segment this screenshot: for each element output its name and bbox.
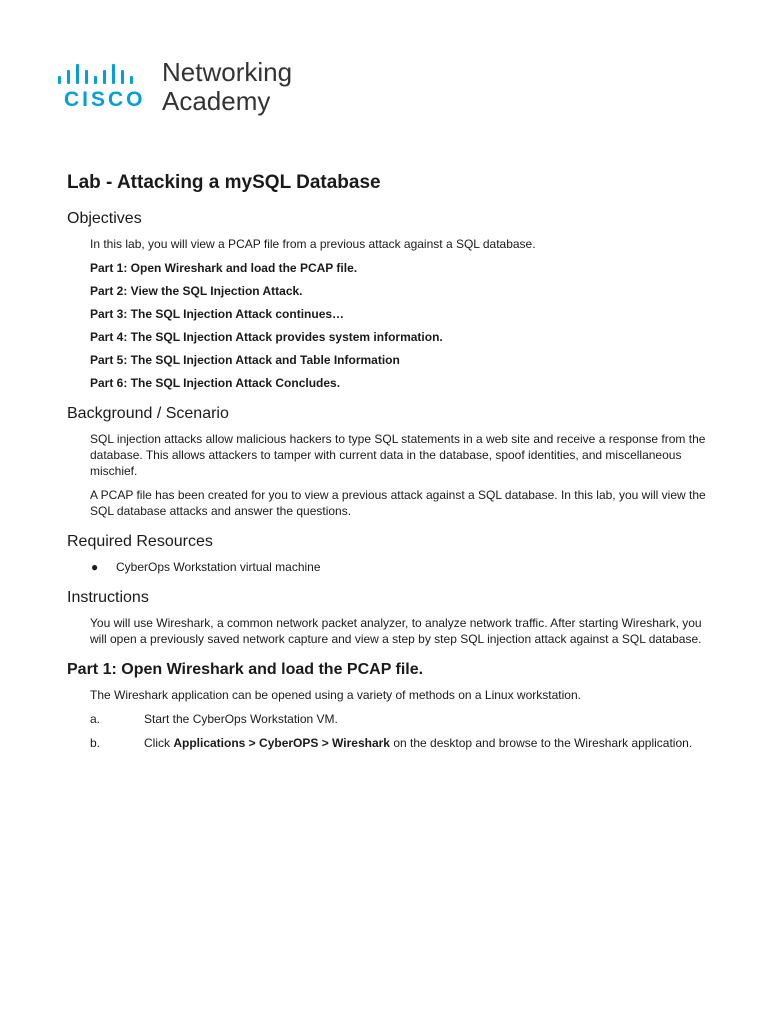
step-b bbox=[90, 735, 707, 751]
part1-section bbox=[90, 687, 707, 751]
resources-section bbox=[90, 559, 707, 575]
objective-part-2: Part 2: View the SQL Injection Attack. bbox=[90, 284, 303, 298]
part1-heading: Part 1: Open Wireshark and load the PCAP file. bbox=[67, 661, 424, 678]
objectives-section bbox=[90, 236, 707, 391]
background-paragraph-1: SQL injection attacks allow malicious hackers to type SQL statements in a web site and receive a response from the database. This allows attackers to tamper with current data in the database, spoof identities, and miscellaneous mischief. bbox=[90, 432, 706, 478]
resource-item-text: CyberOps Workstation virtual machine bbox=[116, 560, 321, 574]
step-a bbox=[90, 711, 707, 727]
objectives-heading: Objectives bbox=[67, 210, 142, 227]
cisco-networking-academy-logo bbox=[56, 58, 316, 122]
step-a-text: Start the CyberOps Workstation VM. bbox=[144, 712, 338, 726]
background-section bbox=[90, 431, 707, 519]
academy-line-2: Academy bbox=[162, 86, 271, 116]
page-title: Lab - Attacking a mySQL Database bbox=[67, 172, 381, 193]
cisco-wordmark: CISCO bbox=[64, 88, 146, 111]
resources-heading: Required Resources bbox=[67, 533, 213, 550]
instructions-section bbox=[90, 615, 707, 647]
cisco-bars bbox=[58, 62, 146, 84]
step-b-letter: b. bbox=[90, 736, 101, 750]
background-paragraph-2: A PCAP file has been created for you to view a previous attack against a SQL database. In this lab, you will view the SQL database attacks and answer the questions. bbox=[90, 488, 706, 518]
objective-part-5: Part 5: The SQL Injection Attack and Table Information bbox=[90, 353, 400, 367]
instructions-heading: Instructions bbox=[67, 589, 149, 606]
objective-part-3: Part 3: The SQL Injection Attack continues… bbox=[90, 307, 345, 321]
background-heading: Background / Scenario bbox=[67, 405, 229, 422]
step-b-suffix: on the desktop and browse to the Wireshark application. bbox=[389, 736, 693, 750]
step-a-letter: a. bbox=[90, 712, 101, 726]
objective-part-1: Part 1: Open Wireshark and load the PCAP file. bbox=[90, 261, 358, 275]
academy-line-1: Networking bbox=[162, 57, 293, 87]
objectives-intro: In this lab, you will view a PCAP file from a previous attack against a SQL database. bbox=[90, 237, 536, 251]
objective-part-4: Part 4: The SQL Injection Attack provides system information. bbox=[90, 330, 443, 344]
part1-intro: The Wireshark application can be opened using a variety of methods on a Linux workstation. bbox=[90, 688, 581, 702]
bullet-icon: ● bbox=[91, 560, 99, 574]
objective-part-6: Part 6: The SQL Injection Attack Concludes. bbox=[90, 376, 341, 390]
step-b-prefix: Click bbox=[144, 736, 174, 750]
instructions-paragraph: You will use Wireshark, a common network packet analyzer, to analyze network traffic. After starting Wireshark, you will open a previously saved network capture and view a step by step SQL injection attack against a SQL database. bbox=[90, 616, 702, 646]
lab-document bbox=[67, 172, 707, 759]
academy-name bbox=[162, 58, 292, 116]
cisco-bars-logo-icon bbox=[56, 58, 146, 118]
step-b-menu-path: Applications > CyberOPS > Wireshark bbox=[173, 736, 390, 750]
list-item bbox=[90, 559, 707, 575]
step-b-text bbox=[144, 735, 692, 751]
